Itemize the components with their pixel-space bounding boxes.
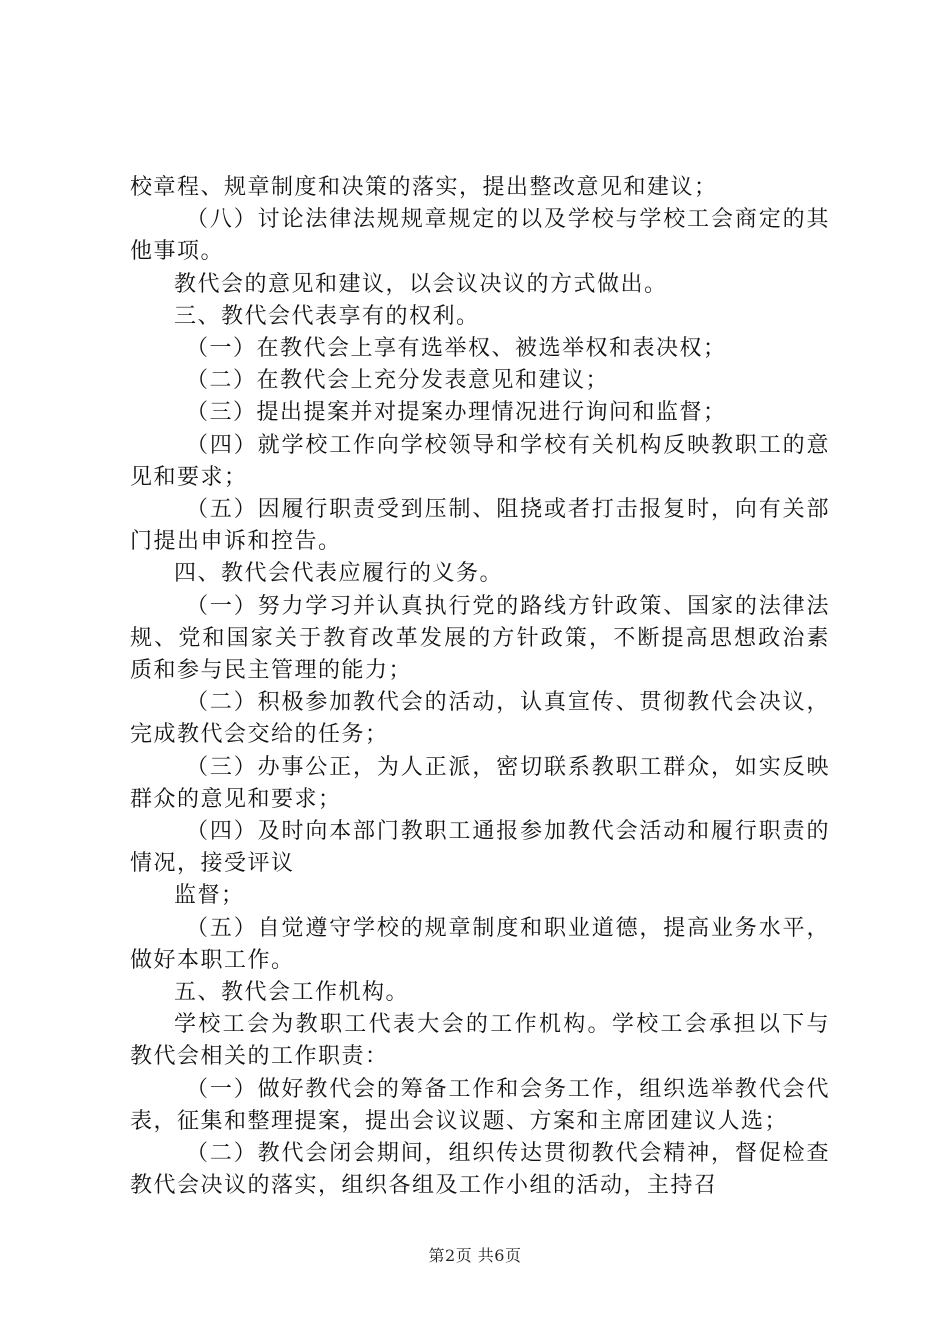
paragraph: （一）努力学习并认真执行党的路线方针政策、国家的法律法规、党和国家关于教育改革发展的方针政策，不断提高思想政治素质和参与民主管理的能力； (130, 593, 830, 684)
paragraph: 监督； (174, 883, 245, 909)
paragraph: （八）讨论法律法规规章规定的以及学校与学校工会商定的其他事项。 (130, 207, 830, 265)
paragraph: （一）做好教代会的筹备工作和会务工作，组织选举教代会代表，征集和整理提案，提出会议议题、方案和主席团建议人选； (130, 1076, 830, 1134)
paragraph: （三）办事公正，为人正派，密切联系教职工群众，如实反映群众的意见和要求； (130, 754, 830, 812)
section-heading: 四、教代会代表应履行的义务。 (174, 561, 504, 587)
page-number-footer: 第2页 共6页 (428, 1246, 522, 1265)
paragraph: （二）在教代会上充分发表意见和建议； (186, 368, 610, 394)
section-heading: 三、教代会代表享有的权利。 (174, 303, 480, 329)
paragraph: （三）提出提案并对提案办理情况进行询问和监督； (186, 400, 727, 426)
paragraph: （二）教代会闭会期间，组织传达贯彻教代会精神，督促检查教代会决议的落实，组织各组及工作小组的活动，主持召 (130, 1141, 830, 1199)
paragraph: 教代会的意见和建议，以会议决议的方式做出。 (174, 271, 668, 297)
paragraph: （二）积极参加教代会的活动，认真宣传、贯彻教代会决议，完成教代会交给的任务； (130, 690, 830, 748)
document-body (130, 172, 830, 1203)
section-heading: 五、教代会工作机构。 (174, 980, 410, 1006)
paragraph: 校章程、规章制度和决策的落实，提出整改意见和建议； (130, 175, 718, 200)
paragraph: （五）因履行职责受到压制、阻挠或者打击报复时，向有关部门提出申诉和控告。 (130, 497, 830, 555)
paragraph: 学校工会为教职工代表大会的工作机构。学校工会承担以下与教代会相关的工作职责： (130, 1012, 830, 1070)
paragraph: （四）就学校工作向学校领导和学校有关机构反映教职工的意见和要求； (130, 432, 830, 490)
paragraph: （五）自觉遵守学校的规章制度和职业道德，提高业务水平，做好本职工作。 (130, 915, 830, 973)
paragraph: （四）及时向本部门教职工通报参加教代会活动和履行职责的情况，接受评议 (130, 819, 830, 877)
paragraph: （一）在教代会上享有选举权、被选举权和表决权； (186, 336, 727, 362)
